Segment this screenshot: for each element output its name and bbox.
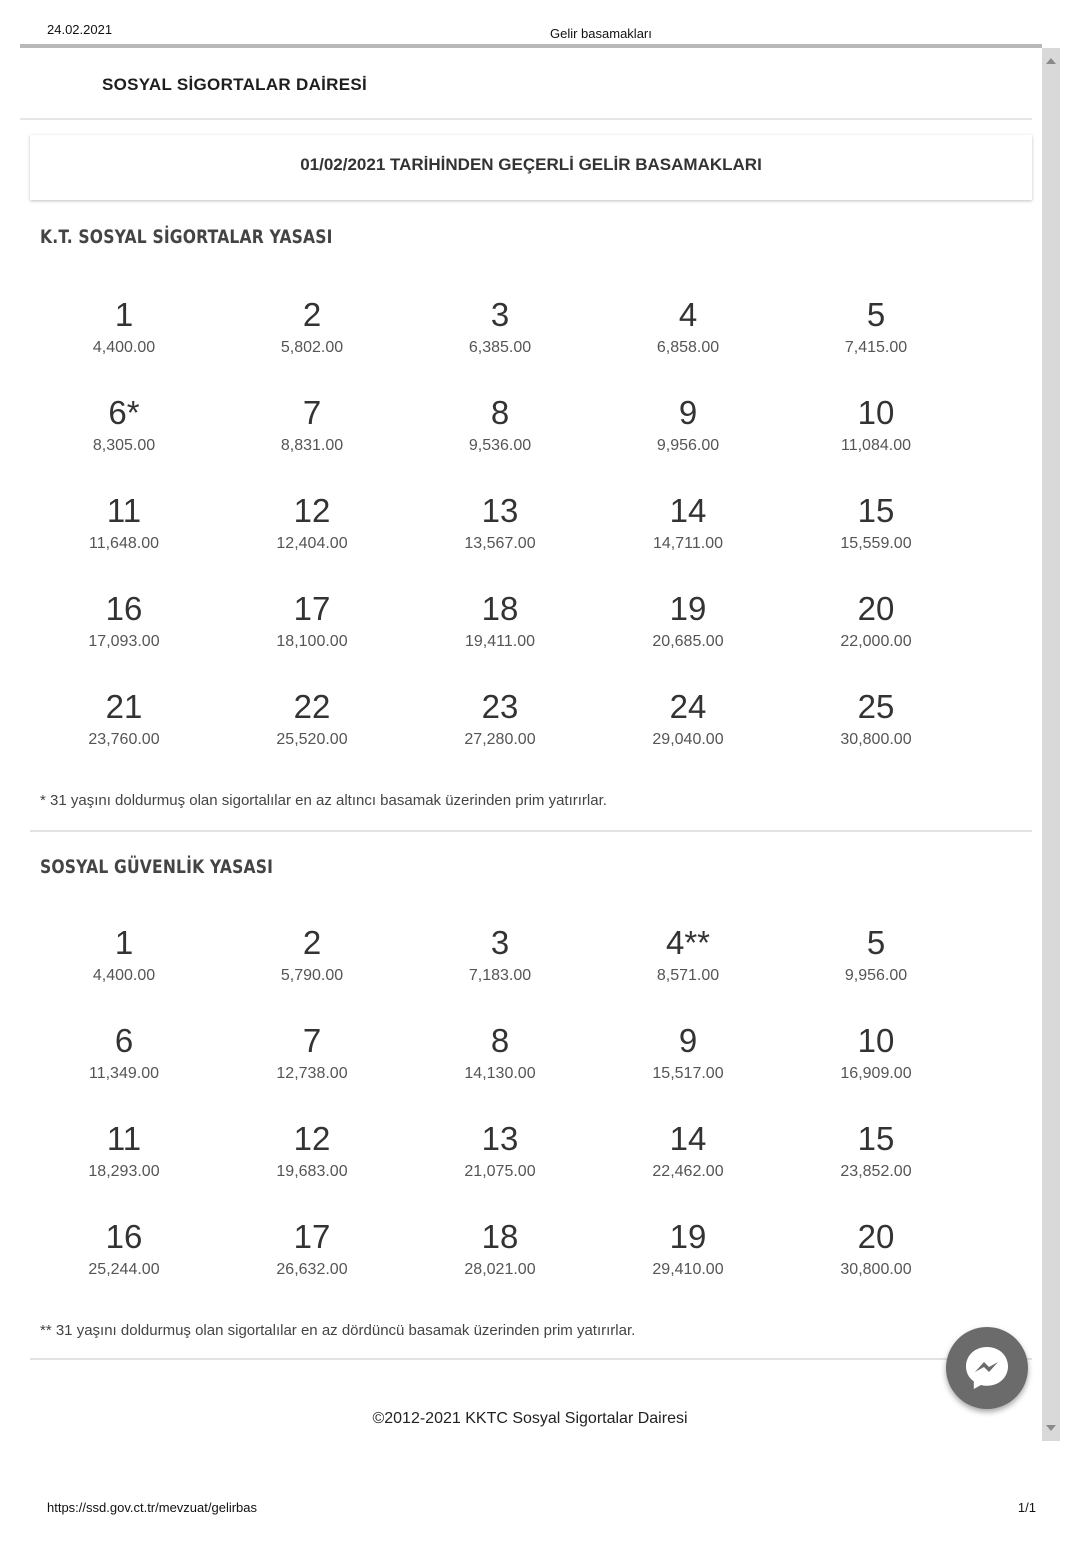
messenger-icon	[960, 1341, 1014, 1395]
section-sosyal-guvenlik	[30, 840, 1032, 1360]
section-kt-sosyal-sigortalar	[30, 210, 1032, 832]
level-amount: 14,711.00	[653, 535, 723, 552]
level-number: 20	[857, 1218, 895, 1255]
footer-copyright: ©2012-2021 KKTC Sosyal Sigortalar Dairesi	[372, 1410, 688, 1427]
level-number: 2	[302, 296, 322, 333]
level-amount: 28,021.00	[464, 1261, 536, 1278]
level-number: 7	[302, 394, 322, 431]
level-amount: 5,790.00	[280, 967, 344, 984]
level-amount: 12,738.00	[276, 1065, 348, 1082]
income-level-item	[30, 924, 218, 1022]
income-level-item	[594, 688, 782, 786]
income-level-item	[594, 1120, 782, 1218]
level-amount: 6,858.00	[656, 339, 720, 356]
level-amount: 23,760.00	[88, 731, 160, 748]
level-number: 6*	[108, 394, 140, 431]
print-page-title: Gelir basamakları	[550, 26, 652, 41]
level-number: 24	[669, 688, 707, 725]
level-number: 4	[678, 296, 698, 333]
level-number: 8	[490, 1022, 510, 1059]
level-number: 11	[106, 492, 142, 529]
level-amount: 18,100.00	[276, 633, 348, 650]
level-number: 8	[490, 394, 510, 431]
level-number: 15	[857, 1120, 895, 1157]
print-page-number: 1/1	[1017, 1500, 1036, 1515]
level-number: 1	[114, 924, 134, 961]
level-number: 3	[490, 296, 510, 333]
income-level-item	[218, 924, 406, 1022]
level-number: 14	[669, 492, 707, 529]
income-level-item	[218, 1120, 406, 1218]
level-amount: 20,685.00	[652, 633, 724, 650]
income-level-item	[406, 394, 594, 492]
income-level-item	[782, 296, 970, 394]
level-amount: 25,520.00	[276, 731, 348, 748]
site-title[interactable]: SOSYAL SİGORTALAR DAİRESİ	[102, 75, 368, 94]
income-level-item	[406, 1218, 594, 1316]
income-level-item	[406, 1120, 594, 1218]
level-amount: 5,802.00	[280, 339, 344, 356]
income-level-grid	[30, 924, 970, 1316]
income-level-item	[782, 1022, 970, 1120]
level-number: 17	[293, 1218, 331, 1255]
level-number: 25	[857, 688, 895, 725]
income-level-item	[406, 924, 594, 1022]
level-amount: 8,831.00	[280, 437, 344, 454]
income-level-item	[218, 590, 406, 688]
income-level-item	[218, 1218, 406, 1316]
income-level-item	[30, 688, 218, 786]
level-amount: 11,648.00	[89, 535, 159, 552]
level-number: 7	[302, 1022, 322, 1059]
level-amount: 9,536.00	[468, 437, 532, 454]
level-amount: 26,632.00	[276, 1261, 348, 1278]
level-amount: 18,293.00	[88, 1163, 160, 1180]
level-number: 1	[114, 296, 134, 333]
income-level-item	[782, 1120, 970, 1218]
print-header	[47, 22, 1043, 42]
income-level-item	[218, 296, 406, 394]
level-amount: 29,040.00	[652, 731, 724, 748]
income-level-item	[406, 590, 594, 688]
level-amount: 30,800.00	[840, 731, 912, 748]
level-amount: 9,956.00	[844, 967, 908, 984]
level-amount: 4,400.00	[92, 967, 156, 984]
print-date: 24.02.2021	[47, 22, 113, 37]
section-footnote: ** 31 yaşını doldurmuş olan sigortalılar en az dördüncü basamak üzerinden prim yatırırlar.	[40, 1322, 636, 1339]
income-level-item	[30, 590, 218, 688]
level-amount: 15,559.00	[840, 535, 912, 552]
income-level-item	[30, 1218, 218, 1316]
level-amount: 27,280.00	[464, 731, 536, 748]
level-amount: 19,411.00	[465, 633, 535, 650]
messenger-chat-button[interactable]	[946, 1327, 1028, 1409]
income-level-item	[594, 394, 782, 492]
level-amount: 13,567.00	[464, 535, 536, 552]
level-amount: 8,305.00	[92, 437, 156, 454]
level-amount: 4,400.00	[92, 339, 156, 356]
income-level-item	[218, 688, 406, 786]
level-number: 9	[678, 394, 698, 431]
level-amount: 23,852.00	[840, 1163, 912, 1180]
level-amount: 11,084.00	[841, 437, 911, 454]
page-title-card	[30, 135, 1032, 200]
income-level-item	[218, 492, 406, 590]
level-amount: 25,244.00	[88, 1261, 160, 1278]
vertical-scrollbar[interactable]	[1042, 48, 1060, 1441]
level-number: 14	[669, 1120, 707, 1157]
section-footnote: * 31 yaşını doldurmuş olan sigortalılar en az altıncı basamak üzerinden prim yatırırlar.	[40, 792, 607, 809]
income-level-item	[406, 492, 594, 590]
level-number: 18	[481, 1218, 519, 1255]
level-number: 12	[293, 492, 331, 529]
income-level-item	[594, 1218, 782, 1316]
level-number: 15	[857, 492, 895, 529]
income-level-item	[30, 296, 218, 394]
income-level-item	[782, 1218, 970, 1316]
income-level-item	[594, 924, 782, 1022]
income-level-item	[594, 1022, 782, 1120]
level-number: 20	[857, 590, 895, 627]
level-number: 18	[481, 590, 519, 627]
income-level-item	[30, 1120, 218, 1218]
level-amount: 6,385.00	[468, 339, 532, 356]
level-amount: 15,517.00	[652, 1065, 724, 1082]
income-level-item	[218, 1022, 406, 1120]
level-amount: 30,800.00	[840, 1261, 912, 1278]
level-amount: 22,000.00	[840, 633, 912, 650]
level-number: 23	[481, 688, 519, 725]
income-level-grid	[30, 296, 970, 786]
print-url: https://ssd.gov.ct.tr/mevzuat/gelirbas	[47, 1500, 258, 1515]
print-divider	[20, 44, 1042, 48]
level-amount: 22,462.00	[652, 1163, 724, 1180]
level-amount: 16,909.00	[840, 1065, 912, 1082]
income-level-item	[782, 492, 970, 590]
level-number: 22	[293, 688, 331, 725]
level-number: 19	[669, 590, 707, 627]
level-number: 10	[857, 1022, 895, 1059]
level-number: 6	[114, 1022, 134, 1059]
income-level-item	[782, 394, 970, 492]
scroll-up-icon[interactable]	[1046, 58, 1056, 64]
level-number: 16	[105, 590, 143, 627]
level-amount: 19,683.00	[276, 1163, 348, 1180]
level-amount: 8,571.00	[656, 967, 720, 984]
income-level-item	[782, 924, 970, 1022]
income-level-item	[594, 296, 782, 394]
income-level-item	[406, 688, 594, 786]
level-number: 5	[866, 296, 886, 333]
level-amount: 17,093.00	[88, 633, 160, 650]
level-number: 4**	[665, 924, 711, 961]
income-level-item	[782, 590, 970, 688]
level-number: 10	[857, 394, 895, 431]
level-number: 16	[105, 1218, 143, 1255]
level-amount: 21,075.00	[464, 1163, 536, 1180]
level-amount: 11,349.00	[89, 1065, 159, 1082]
income-level-item	[406, 296, 594, 394]
income-level-item	[594, 590, 782, 688]
level-amount: 7,183.00	[468, 967, 532, 984]
income-level-item	[30, 394, 218, 492]
level-amount: 14,130.00	[464, 1065, 536, 1082]
level-number: 5	[866, 924, 886, 961]
level-amount: 7,415.00	[844, 339, 908, 356]
level-number: 11	[106, 1120, 142, 1157]
income-level-item	[406, 1022, 594, 1120]
level-number: 12	[293, 1120, 331, 1157]
level-number: 21	[105, 688, 143, 725]
level-number: 13	[481, 492, 519, 529]
level-number: 17	[293, 590, 331, 627]
level-number: 2	[302, 924, 322, 961]
income-level-item	[30, 492, 218, 590]
level-number: 9	[678, 1022, 698, 1059]
income-level-item	[594, 492, 782, 590]
income-level-item	[782, 688, 970, 786]
level-number: 19	[669, 1218, 707, 1255]
site-header	[20, 50, 1032, 120]
level-amount: 29,410.00	[652, 1261, 724, 1278]
section-heading: K.T. SOSYAL SİGORTALAR YASASI	[40, 226, 333, 248]
income-level-item	[30, 1022, 218, 1120]
level-number: 13	[481, 1120, 519, 1157]
level-amount: 12,404.00	[276, 535, 348, 552]
income-level-item	[218, 394, 406, 492]
level-amount: 9,956.00	[656, 437, 720, 454]
level-number: 3	[490, 924, 510, 961]
section-heading: SOSYAL GÜVENLİK YASASI	[40, 856, 274, 878]
page-title: 01/02/2021 TARİHİNDEN GEÇERLİ GELİR BASAMAKLARI	[300, 155, 762, 174]
